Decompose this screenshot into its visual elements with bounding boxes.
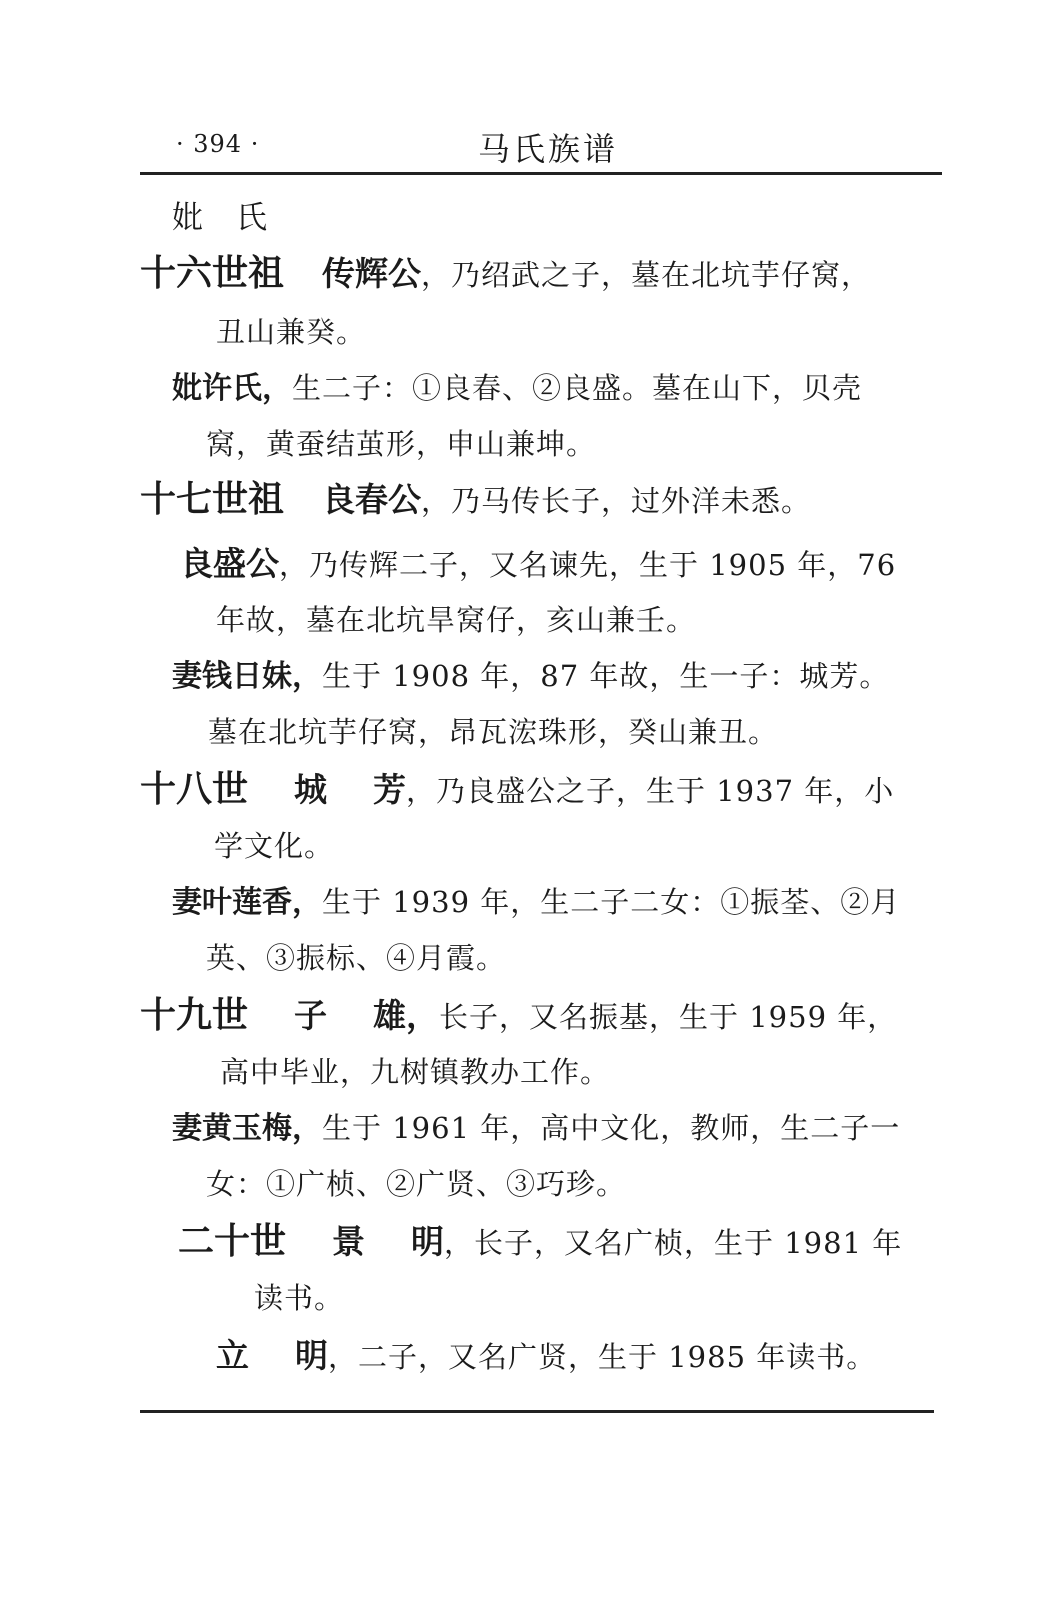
ancestor-name-first: 子 — [294, 996, 328, 1035]
ancestor-entry — [216, 1336, 876, 1378]
entry-continuation — [216, 312, 366, 353]
entry-text: ，长子，又名广桢，生于 1981 年 — [444, 1226, 903, 1260]
generation-label: 十八世 — [140, 769, 249, 810]
entry-text: 年故，墓在北坑旱窝仔，亥山兼壬。 — [216, 603, 697, 637]
generation-heading — [140, 254, 871, 296]
entry-text: 丑山兼癸。 — [216, 315, 367, 349]
ancestor-name-second: 雄， — [373, 996, 440, 1035]
spouse-name: 妻钱日妹， — [172, 659, 322, 694]
page-number: · 394 · — [176, 130, 260, 158]
spouse-entry — [172, 656, 889, 697]
entry-text: 生于 1939 年，生二子二女：①振荃、②月 — [322, 885, 901, 919]
generation-label: 十七世祖 — [140, 479, 285, 520]
ancestor-name-second: 明 — [411, 1222, 445, 1261]
spouse-entry — [172, 1108, 900, 1149]
entry-text: 墓在北坑芋仔窝，昂瓦浤珠形，癸山兼丑。 — [208, 715, 779, 749]
generation-heading — [140, 996, 897, 1038]
entry-text: 生二子：①良春、②良盛。墓在山下，贝壳 — [292, 371, 863, 405]
generation-label: 十六世祖 — [140, 253, 285, 294]
entry-continuation — [254, 1278, 344, 1319]
entry-text: 长子，又名振基，生于 1959 年， — [439, 1000, 898, 1034]
entry-text: 高中毕业，九树镇教办工作。 — [220, 1055, 611, 1089]
entry-text: 女：①广桢、②广贤、③巧珍。 — [206, 1167, 627, 1201]
entry-text: 生于 1908 年，87 年故，生一子：城芳。 — [322, 659, 890, 693]
ancestor-entry — [180, 544, 896, 586]
ancestor-name: 良盛公 — [180, 544, 279, 583]
entry-continuation — [214, 826, 334, 867]
ancestor-name-second: 芳 — [373, 770, 407, 809]
generation-heading — [178, 1222, 902, 1264]
entry-text: ，二子，又名广贤，生于 1985 年读书。 — [328, 1340, 877, 1374]
ancestor-name-first: 景 — [332, 1222, 366, 1261]
generation-heading — [140, 770, 894, 812]
entry-continuation — [216, 600, 696, 641]
page-header — [140, 124, 940, 174]
spouse-entry — [172, 368, 862, 409]
entry-text: ，乃良盛公之子，生于 1937 年，小 — [406, 774, 895, 808]
generation-label: 十九世 — [140, 995, 249, 1036]
spouse-entry — [172, 882, 900, 923]
spouse-name: 妻黄玉梅， — [172, 1111, 322, 1146]
entry-continuation — [206, 424, 596, 465]
ancestor-name-second: 明 — [295, 1336, 328, 1375]
entry-continuation — [206, 938, 506, 979]
spouse-name: 妻叶莲香， — [172, 885, 322, 920]
generation-heading — [140, 480, 811, 522]
entry-continuation — [206, 1164, 626, 1205]
entry-text: ，乃马传长子，过外洋未悉。 — [421, 484, 812, 518]
footer-rule — [140, 1410, 934, 1413]
entry-text: 窝，黄蚕结茧形，申山兼坤。 — [206, 427, 597, 461]
entry-text: 英、③振标、④月霞。 — [206, 941, 507, 975]
entry-text: ，乃传辉二子，又名谏先，生于 1905 年，76 — [279, 548, 897, 582]
entry-continuation — [220, 1052, 610, 1093]
header-rule — [140, 172, 942, 175]
entry-continuation — [208, 712, 778, 753]
generation-label: 二十世 — [178, 1221, 287, 1262]
ancestor-name: 传辉公 — [322, 254, 422, 293]
entry-text: 妣 氏 — [172, 200, 268, 236]
ancestor-name: 良春公 — [322, 480, 422, 519]
entry-text: 生于 1961 年，高中文化，教师，生二子一 — [322, 1111, 901, 1145]
book-title: 马氏族谱 — [478, 130, 619, 168]
entry-line — [172, 198, 268, 239]
ancestor-name-first: 立 — [216, 1336, 249, 1375]
entry-text: ，乃绍武之子，墓在北坑芋仔窝， — [421, 258, 872, 292]
spouse-name: 妣许氏， — [172, 371, 292, 406]
entry-text: 学文化。 — [214, 829, 335, 863]
entry-text: 读书。 — [254, 1281, 345, 1315]
ancestor-name-first: 城 — [294, 770, 328, 809]
